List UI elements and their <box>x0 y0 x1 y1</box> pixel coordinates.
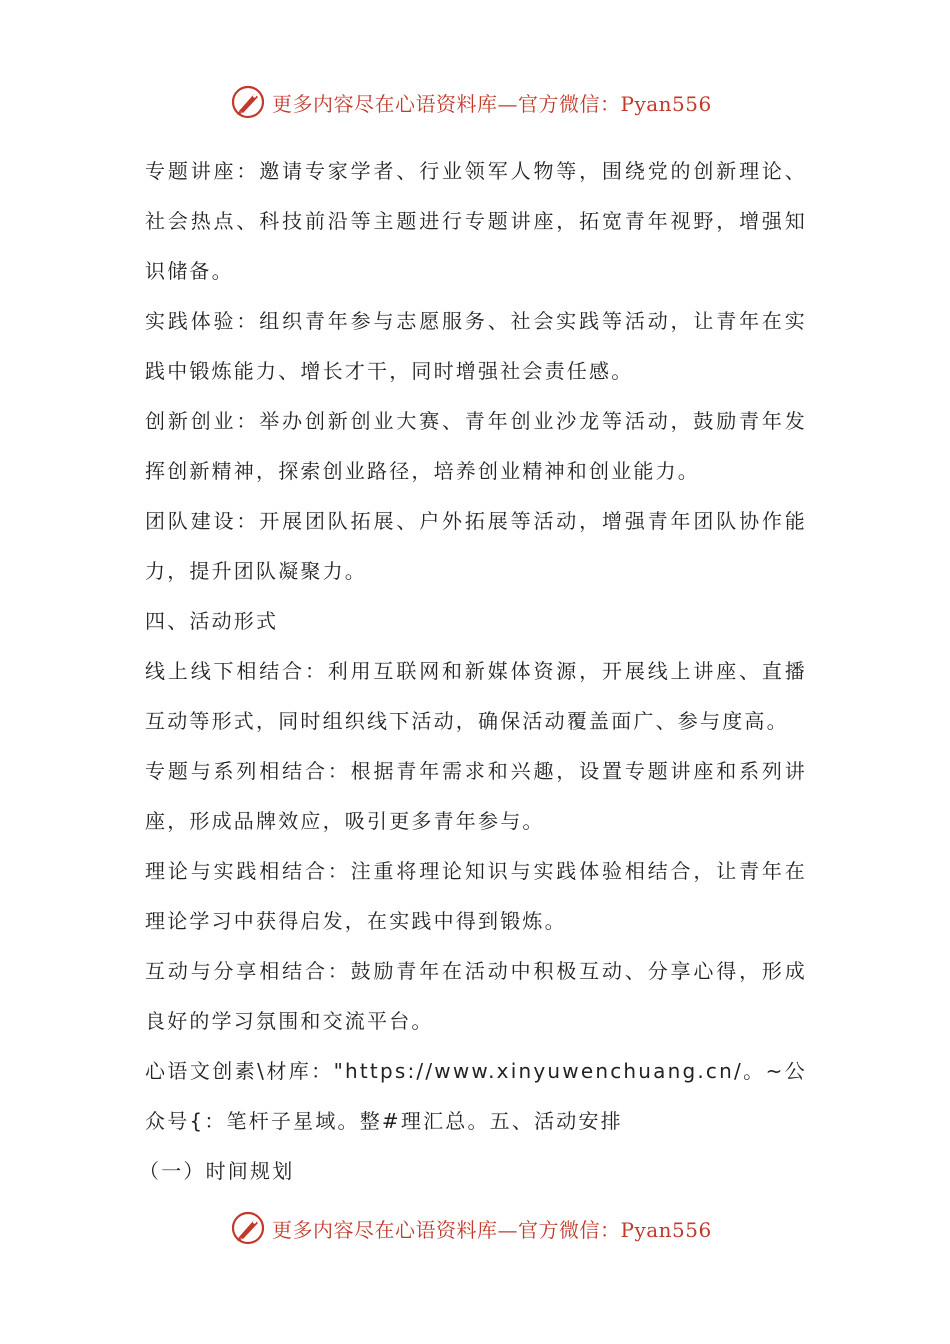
watermark-text: 更多内容尽在心语资料库—官方微信：Pyan556 <box>272 91 712 116</box>
document-body <box>139 146 807 1196</box>
watermark-header <box>230 82 712 122</box>
watermark-footer <box>230 1208 712 1248</box>
subheading-time-planning: （一）时间规划 <box>139 1159 295 1183</box>
paragraph-practice: 实践体验：组织青年参与志愿服务、社会实践等活动，让青年在实践中锻炼能力、增长才干，同时增强社会责任感。 <box>145 309 807 383</box>
watermark-text: 更多内容尽在心语资料库—官方微信：Pyan556 <box>272 1217 712 1242</box>
section-heading-activity-form: 四、活动形式 <box>145 609 279 633</box>
paragraph-interaction-sharing: 互动与分享相结合：鼓励青年在活动中积极互动、分享心得，形成良好的学习氛围和交流平台。 <box>145 959 807 1033</box>
paragraph-lecture: 专题讲座：邀请专家学者、行业领军人物等，围绕党的创新理论、社会热点、科技前沿等主题进行专题讲座，拓宽青年视野，增强知识储备。 <box>145 159 807 283</box>
pen-nib-logo-icon <box>230 84 266 120</box>
paragraph-online-offline: 线上线下相结合：利用互联网和新媒体资源，开展线上讲座、直播互动等形式，同时组织线下活动，确保活动覆盖面广、参与度高。 <box>145 659 807 733</box>
paragraph-team-building: 团队建设：开展团队拓展、户外拓展等活动，增强青年团队协作能力，提升团队凝聚力。 <box>145 509 807 583</box>
pen-nib-logo-icon <box>230 1210 266 1246</box>
paragraph-theory-practice: 理论与实践相结合：注重将理论知识与实践体验相结合，让青年在理论学习中获得启发，在实践中得到锻炼。 <box>145 859 807 933</box>
paragraph-source-note: 心语文创素\材库："https://www.xinyuwenchuang.cn/。~公众号{：笔杆子星域。整#理汇总。五、活动安排 <box>145 1059 807 1133</box>
paragraph-topic-series: 专题与系列相结合：根据青年需求和兴趣，设置专题讲座和系列讲座，形成品牌效应，吸引更多青年参与。 <box>145 759 807 833</box>
paragraph-innovation: 创新创业：举办创新创业大赛、青年创业沙龙等活动，鼓励青年发挥创新精神，探索创业路径，培养创业精神和创业能力。 <box>145 409 807 483</box>
